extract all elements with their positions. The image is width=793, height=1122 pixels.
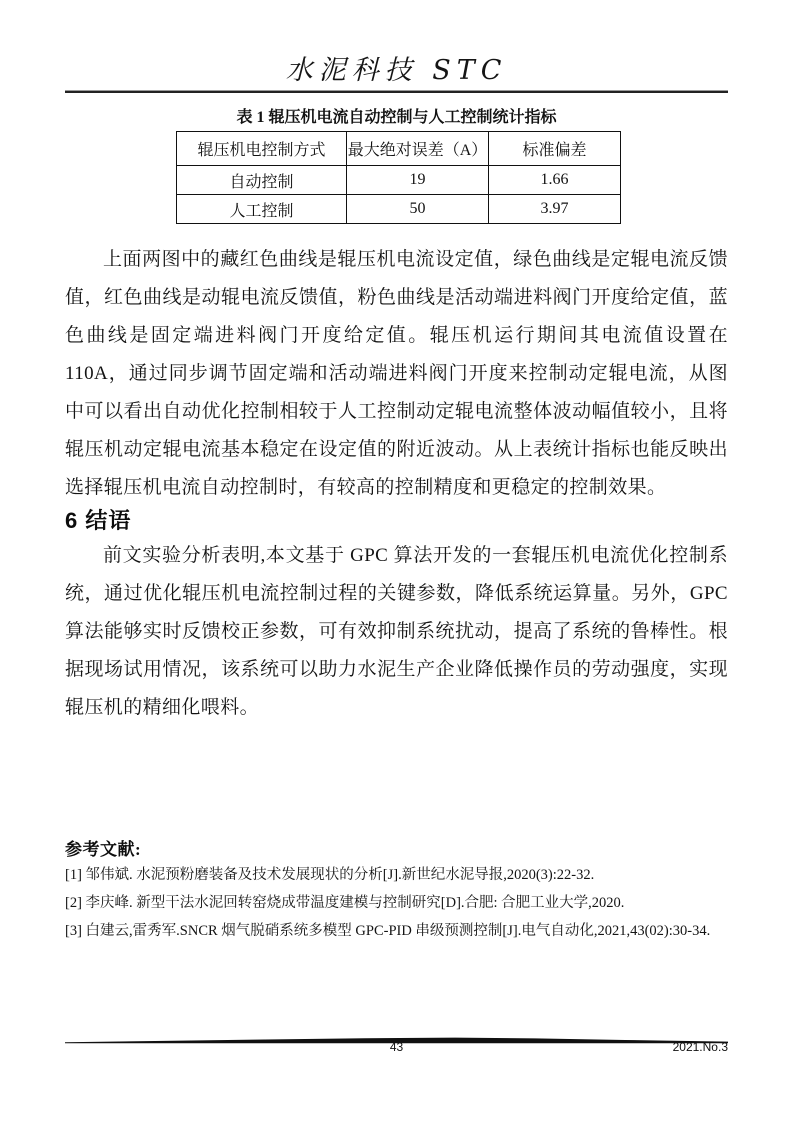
table-header-cell: 标准偏差 [489, 132, 621, 166]
footer-page-number: 43 [389, 1040, 404, 1054]
footer-rule [65, 1032, 728, 1040]
table-cell: 1.66 [489, 166, 621, 195]
reference-item: [2] 李庆峰. 新型干法水泥回转窑烧成带温度建模与控制研究[D].合肥: 合肥工业大学,2020. [65, 895, 625, 911]
journal-title: 水泥科技 STC [285, 55, 508, 86]
table-cell: 人工控制 [177, 195, 347, 224]
stats-table [176, 131, 621, 224]
references-list [65, 861, 745, 945]
body-paragraph: 上面两图中的藏红色曲线是辊压机电流设定值，绿色曲线是定辊电流反馈值，红色曲线是动辊电流反馈值，粉色曲线是活动端进料阀门开度给定值，蓝色曲线是固定端进料阀门开度给定值。辊压机运行期间其电流值设置在 110A，通过同步调节固定端和活动端进料阀门开度来控制动定辊电流，从图中可以看出自动优化控制相较于人工控制动定辊电流整体波动幅值较小，且将辊压机动定辊电流基本稳定在设定值的附近波动。从上表统计指标也能反映出选择辊压机电流自动控制时，有较高的控制精度和更稳定的控制效果。 [65, 249, 728, 498]
header-rule [65, 90, 728, 93]
footer-issue-label: 2021.No.3 [672, 1040, 728, 1054]
reference-item: [3] 白建云,雷秀军.SNCR 烟气脱硝系统多模型 GPC-PID 串级预测控制[J].电气自动化,2021,43(02):30-34. [65, 923, 711, 939]
table-header-cell: 最大绝对误差（A） [347, 132, 489, 166]
table-header-cell: 辊压机电控制方式 [177, 132, 347, 166]
table-header-row [177, 132, 621, 166]
table-cell: 3.97 [489, 195, 621, 224]
table-row [177, 166, 621, 195]
references-heading: 参考文献: [65, 840, 142, 859]
reference-item: [1] 邹伟斌. 水泥预粉磨装备及技术发展现状的分析[J].新世纪水泥导报,2020(3):22-32. [65, 867, 595, 883]
table-cell: 50 [347, 195, 489, 224]
section-heading-conclusion: 6 结语 [65, 508, 132, 534]
table-cell: 自动控制 [177, 166, 347, 195]
table-cell: 19 [347, 166, 489, 195]
body-paragraph: 前文实验分析表明,本文基于 GPC 算法开发的一套辊压机电流优化控制系统，通过优化辊压机电流控制过程的关键参数，降低系统运算量。另外，GPC 算法能够实时反馈校正参数，可有效抑制系统扰动，提高了系统的鲁棒性。根据现场试用情况，该系统可以助力水泥生产企业降低操作员的劳动强度，实现辊压机的精细化喂料。 [65, 545, 728, 718]
table-caption: 表 1 辊压机电流自动控制与人工控制统计指标 [236, 109, 557, 126]
table-row [177, 195, 621, 224]
